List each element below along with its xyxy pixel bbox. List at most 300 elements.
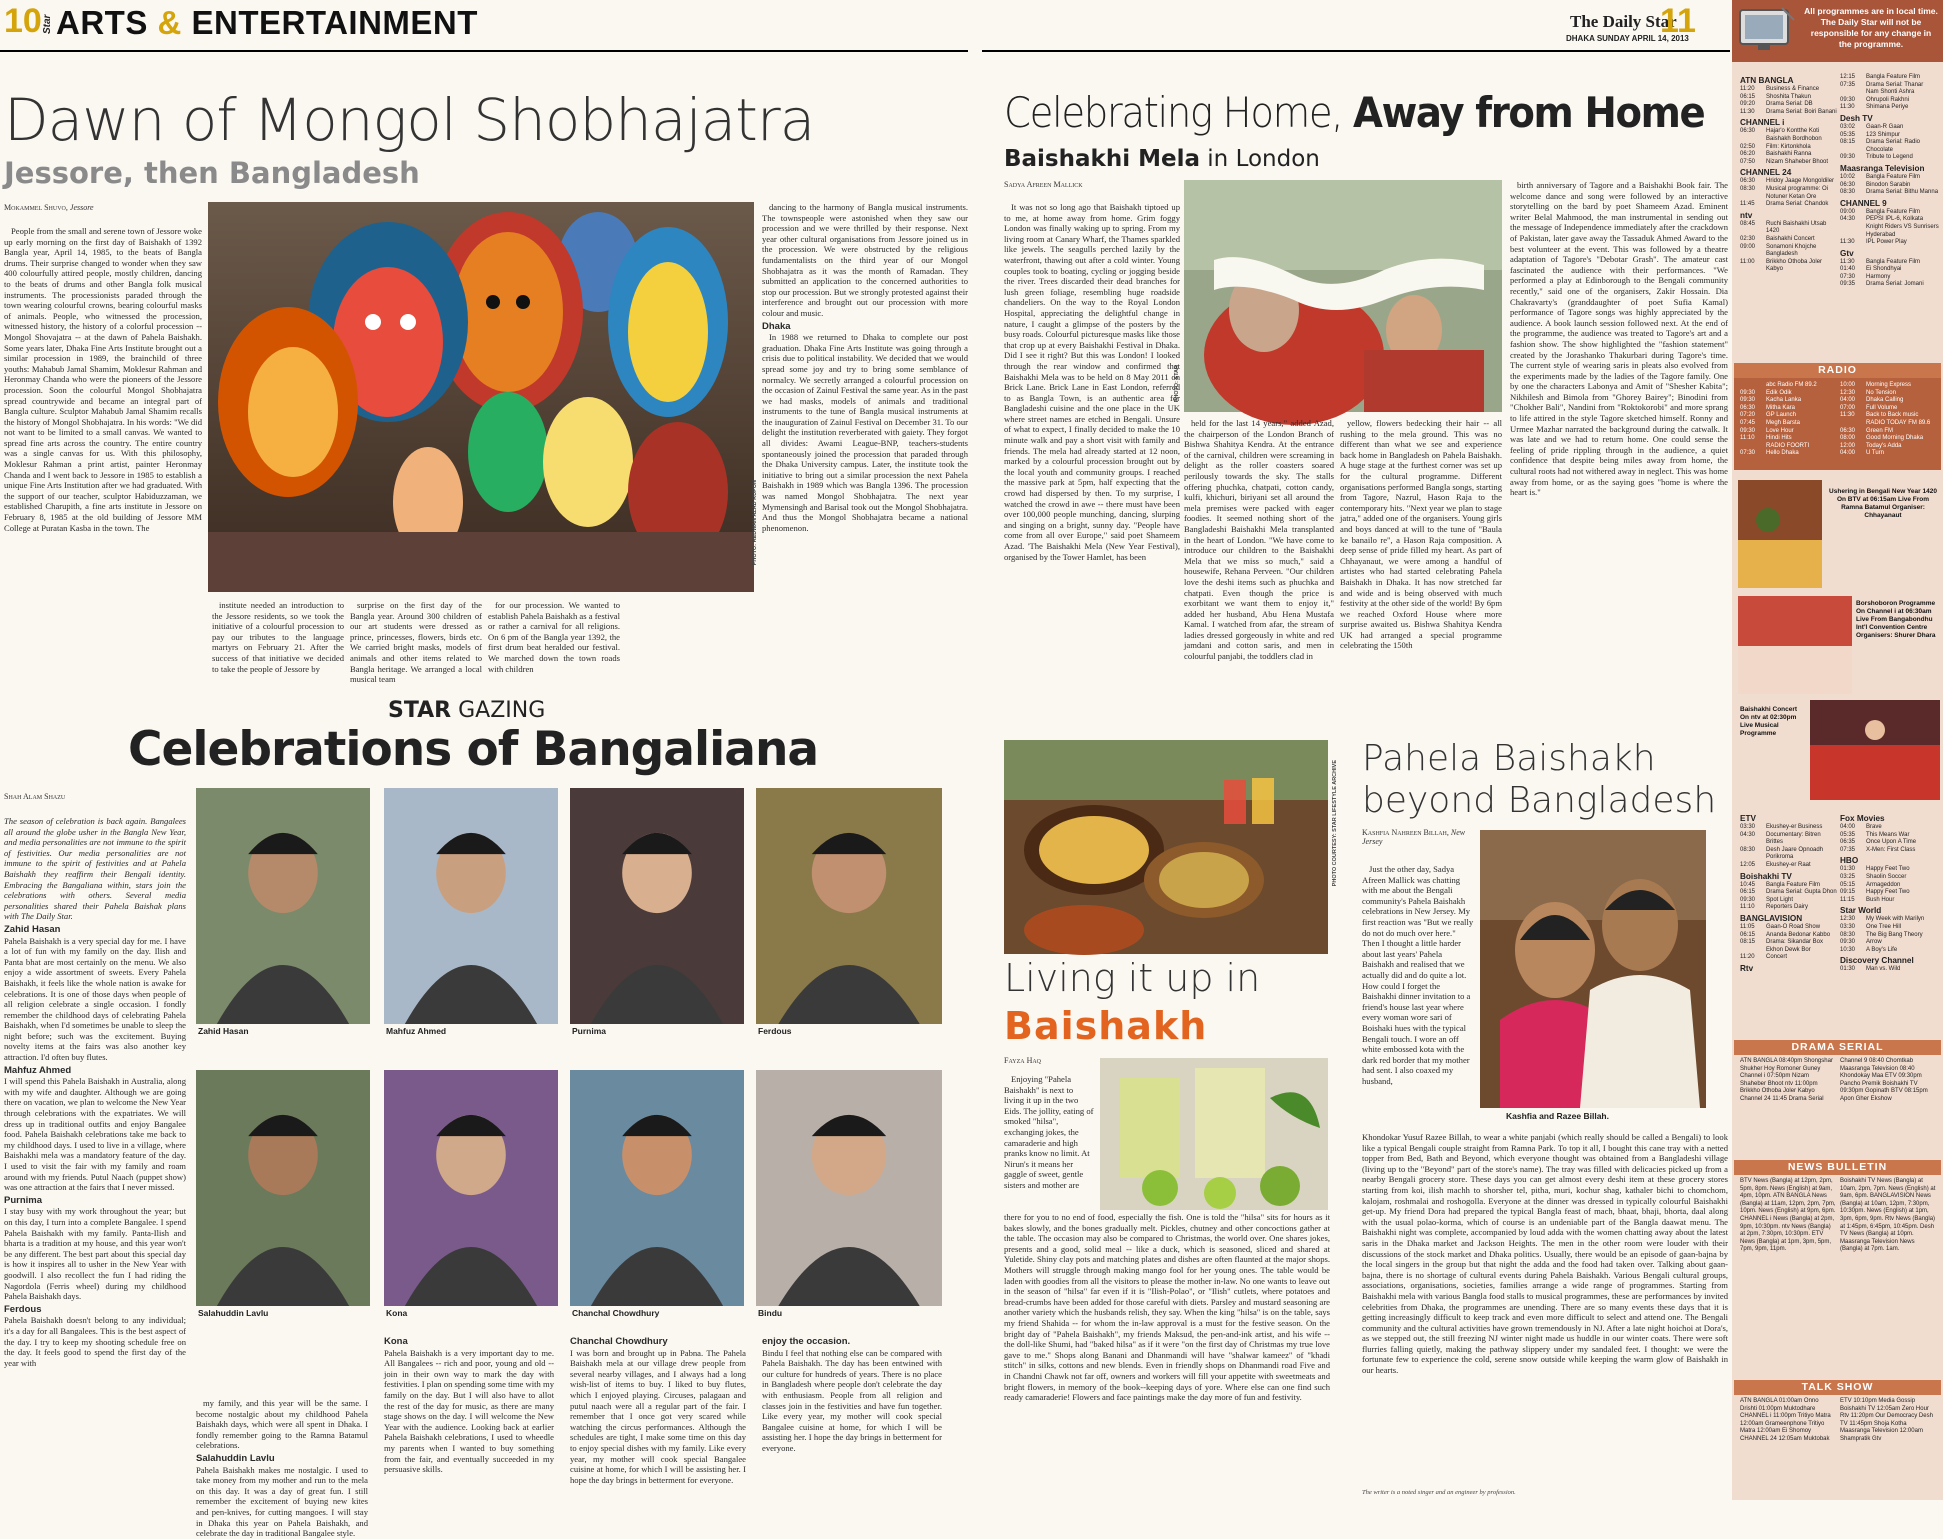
tv-notice: All programmes are in local time. The Daily Star will not be responsible for any change in the programme. [1804,6,1938,49]
programme-time: 12:30 [1840,389,1856,396]
article1-text-6: In 1988 we returned to Dhaka to complete our post graduation. Dhaka Fine Arts Institute was going through a crisis due to political instability. We decided that we would spread some joy and try to bring some semblance of normalcy. We secretly arranged a colourful procession on the occasion of Zainul Festival the same year. As in the past we had masks, models of animals and traditional instruments to the tune of Bangla musical instruments at the inauguration of Zainul Festival on December 31. To our delight the institution reverberated with gaiety. They forgot all divides: Awami League-BNP, teachers-students spontaneously joined the procession that paraded through the Dhaka University campus. Later, the institute took the initiative to bring out a similar procession the next Pahela Baishakh in 1989 which was Bangla 1396. The procession was named Mongol Shobhajatra. The next year Mymensingh and Barisal took out the Mongol Shobhajatra. And thus the Mongol Shobhajatra became a national phenomenon. [762,332,968,533]
channel-name: ATN BANGLA [1740,76,1794,85]
programme-row [1840,435,1938,443]
programme-row [1840,932,1940,940]
article1-text-5: dancing to the harmony of Bangla musical instruments. The townspeople were astonished when they saw our procession and we were thrilled by their response. Next year other cultural organisations from Jessore joined us in the procession. We were obstructed by the religious fundamentalists on the third year of our Mongol Shobhajatra as it was the month of Ramadan. They submitted an application to the concerned authorities to stop our procession. But we strongly protested against their interference and brought out our procession with more colour and music. [762,202,968,318]
programme-title: Drama Serial: Jomani [1866,281,1924,288]
programme-row [1840,832,1940,840]
masthead: The Daily Star [1570,12,1677,31]
tv-icon [1738,6,1796,52]
programme-time: 12:15 [1840,74,1856,80]
programme-time: 04:30 [1740,831,1756,838]
article3-text-3 [384,1337,554,1475]
programme-row [1740,932,1838,940]
drama-header: DRAMA SERIAL [1734,1040,1941,1055]
portrait-caption: Zahid Hasan [198,1026,249,1036]
programme-time: 11:10 [1740,435,1755,442]
channel-name: Boishakhi TV [1740,871,1792,881]
programme-row [1740,412,1836,420]
programme-title: IPL Power Play [1866,239,1907,246]
programme-row [1740,109,1838,117]
talkshow-header: TALK SHOW [1734,1380,1941,1395]
programme-row [1840,405,1938,413]
profile-name: Purnima [4,1194,43,1206]
programme-title: Desh Jaare Opnoadh Porikroma [1766,846,1824,861]
programme-time: 09:30 [1840,154,1856,161]
article3-kicker-star: STAR [388,698,452,723]
programme-row [1840,847,1940,855]
section-arts: ARTS [56,4,148,41]
programme-time: 07:00 [1840,404,1856,411]
programme-title: Hridoy Jaage Mongoldiler [1766,178,1835,185]
programme-time: 11:05 [1740,923,1755,930]
byline-name: Mokammel Shuvo, [4,203,68,212]
programme-time: 11:30 [1840,239,1855,246]
portrait-mahfuz-ahmed [384,788,558,1024]
programme-time: 09:30 [1740,896,1756,903]
article2-text-1: It was not so long ago that Baishakh tiptoed up to me, at home away from home. Grim foggy London was finally waking up to spring. From my living room at Canary Wharf, the Thames sparkled like jewels. The seagulls perched lazily by the waterfront, thawing out after a cold winter. Young couples took to boating, cycling or jogging beside the river. Trees discarded their dead branches for lush green foliage, resembling huge roadside chandeliers. On the way to the Royal London Hospital, appreciating the delightful change in nature, I caught a glimpse of the posters by the busy roads. Colourful picturesque masks like those that crop up at every Baishakhi Festival in Dhaka. Did I see it right? But this was London! I looked through the rear window and confirmed that Baishakhi Mela was to be held on 8 May 2011 on Brick Lane. Brick Lane in East London, referred to as Bangla Town, is an authentic area for Bangladeshi cuisine and the one place in the UK where street names are etched in Bengali. Unsure of what to expect, I finally decided to make the 10 minute walk and pay a short visit with family and friends. The mela had already started at 12 noon, marked by a colourful procession brought out by the local youth and community groups. I reached the massive park at 5pm, half expecting that the crowd had dispersed by then. To my surprise, I watched the crowd in awe -- there must have been over 100,000 people munching, dancing, slurping and singing on a bright, sunny day. "People have come from all over Europe," said poet Shameem Azad. 'The Baishakhi Mela (New Year Festival), organised by the Tower Hamlet, has been [1004,202,1180,562]
programme-title: Arrow [1866,939,1882,946]
programme-title: Drama Serial: DB [1766,101,1813,108]
programme-title: Gaan-R Gaan [1866,123,1904,130]
programme-time: 09:30 [1840,939,1856,946]
promo-text-3: Baishakhi Concert On ntv at 02:30pm Live Musical Programme [1740,706,1798,737]
header-rule-left [0,50,968,52]
programme-time: 09:30 [1740,397,1756,404]
programme-time [1840,89,1866,97]
programme-row [1840,281,1940,289]
programme-title: Love Hour [1766,427,1794,434]
article4-byline: Fayza Haq [1004,1056,1042,1065]
programme-time: 11:45 [1740,201,1755,208]
programme-title: Shoshita Thakun [1766,93,1811,100]
portrait-caption: Mahfuz Ahmed [386,1026,447,1036]
programme-row [1740,897,1838,905]
programme-title: Happy Feet Two [1866,866,1910,873]
article4-title-a: Living it up in [1004,956,1261,1000]
programme-time [1740,443,1766,451]
article2-subtitle [1004,146,1320,172]
portrait-salahuddin-lavlu [196,1070,370,1306]
article2-col2 [1184,418,1334,702]
programme-title: Sonamoni Khojche Bangladesh [1766,243,1817,258]
article4-text-1: Enjoying "Pahela Baishakh" is next to living it up in the two Eids. The jollity, eating of smoked "hilsa", exchanging jokes, the camaraderie and high pranks know no limit. At Nirun's it means her gaggle of sweet, gentle sisters and mother are [1004,1074,1094,1190]
talkshow-list-2: ETV 10:10pm Media Gossip Boishakhi TV 12:05am Zero Hour Rtv 11:20pm Our Democracy Desh TV 11:45pm Shoja Kotha Maasranga Television 12:00am Shampratik Gtv [1840,1398,1933,1442]
portrait-chanchal-chowdhury [570,1070,744,1306]
profile-name: Kona [384,1336,408,1347]
programme-title: Hello Dhaka [1766,450,1799,457]
programme-time [1840,420,1866,428]
programme-title: Full Volume [1866,404,1898,411]
programme-title: Documentary: Bitren Brittes [1766,831,1821,846]
article1-title: Dawn of Mongol Shobhajatra [4,86,815,154]
radio-header: RADIO [1734,363,1941,378]
programme-time: 11:20 [1740,954,1755,961]
tv-listing-block2 [1840,74,1940,289]
article4-text-2: there for you to no end of food, especially the fish. One is told the "hilsa" sits for hours as it bakes slowly, and the bones gradually melt. Pickles, chutney and other concoctions gather at the table. The occasion may also be compared to Christmas, the world over. One shares jokes, presents and a good, solid meal -- like a duck, which is seasoned, sliced and shared at Yuletide. Shiny clay pots and matching plates and dishes are often flaunted at the major shops. Mothers will struggle through making mango fool for her young ones. The table would be laden with goodies from all the visitors to please the mother in-law. No one wants to leave out in the season of "hilsa" far even if it is "Ilish-Polao", or "Ilish" cutlets, where potatoes and bread-crumbs have been added for those careful with diets. Parsley and mustard seasoning are another variety which the husbands relish, they say. When the king "hilsa" is on the table, says my friend Shahida -- for whom the in-law approval is a must for the festive season. On the bright day of "Pahela Baishakh", my friends Maksud, the pen-and-ink artist, and his wife -- the doll-like Shumi, had "baked hilsa" as if it were "on the first day of Christmas my true love gave to me." Shops along Banani and Dhanmandi will have "shalwar kameez" of "khadi stitch" in silks, cottons and new blends. Even in friendly shops on Dhanmandi road Five and in Chandni Chawk not far off, owners and workers will fill your appetite with sweetmeats and bright flowers, in memory of the book--keeping days of yore. Where else can one find such ready camaraderie! Flowers and face paintings make the day more of fun and festivity. [1004,1212,1330,1403]
programme-row [1840,132,1940,140]
article4-photo-food [1004,740,1328,954]
article1-subtitle: Jessore, then Bangladesh [4,156,420,190]
programme-row [1840,839,1940,847]
profile-text: Pahela Baishakh makes me nostalgic. I used to take money from my mother and run to the mela on this day. It was a day of great fun. I still remember the excitement of buying new kites and pen-knives, for cutting mangoes. I will stay in Dhaka this year on Pahela Baishakh, and celebrate the day in traditional Bangalee style. [196,1464,368,1539]
profile-name: Zahid Hasan [4,923,61,935]
channel-name: Discovery Channel [1840,956,1914,966]
programme-time: 06:15 [1740,93,1756,100]
programme-time: 08:30 [1840,931,1856,938]
article3-byline: Shah Alam Shazu [4,792,66,801]
article2-col1 [1004,202,1180,702]
programme-row [1840,966,1940,974]
programme-title: Drama Serial: Gupta Dhon [1766,889,1837,896]
programme-row [1740,832,1838,847]
portrait-caption: Purnima [572,1026,607,1036]
article3-title: Celebrations of Bangaliana [128,722,819,777]
programme-time: 08:00 [1840,435,1856,442]
programme-title: Dhaka Calling [1866,397,1904,404]
promo-text-2: Borshoboron Programme On Channel i at 06:30am Live From Bangabondhu Int'l Convention Centre Organisers: Shurer Dhara [1856,600,1936,639]
programme-time: 11:20 [1740,86,1755,92]
programme-time: 11:00 [1740,258,1755,265]
article2-photo-credit: PHOTO: STAR [1174,365,1180,403]
programme-time: 06:30 [1740,404,1756,411]
programme-row [1740,186,1838,201]
channel-name: CHANNEL 9 [1840,198,1887,208]
article5-title-a: Pahela Baishakh [1362,738,1656,779]
talkshow-list-1: ATN BANGLA 01:00am Onno Drishti 01:00pm Muktodhare CHANNEL i 11:00pm Tritiyo Matra 12:00am Grameenphone Tritiyo Matra 12:00am Ei Shomoy CHANNEL 24 12:05am Muktobak [1740,1398,1831,1442]
star-mark: Star [42,14,53,34]
programme-title: RADIO TODAY FM 89.6 [1866,419,1931,426]
programme-title: Shaolin Soccer [1866,873,1907,880]
programme-row [1840,420,1938,428]
article5-body [1362,1132,1728,1484]
programme-row [1840,216,1940,239]
section-entertainment: ENTERTAINMENT [191,4,478,41]
programme-title: Spot Light [1766,896,1794,903]
promo-photo-ramna [1738,480,1822,588]
programme-time: 07:30 [1840,273,1856,280]
programme-title: Harmony [1866,273,1891,280]
programme-time: 06:20 [1740,151,1756,158]
article3-text-5 [762,1337,942,1454]
channel-name: Maasranga Television [1840,163,1925,173]
portrait-caption: Ferdous [758,1026,792,1036]
programme-row [1840,428,1938,436]
programme-time: 05:15 [1840,881,1856,888]
article1-text-4: for our procession. We wanted to establish Pahela Baishakh as a festival or rather a carnival for all religions. On 6 pm of the Bangla year 1392, the first drum beat heralded our festival. We marched down the town roads with children [488,600,620,674]
programme-title: Hindi Hits [1766,435,1792,442]
programme-title: Drama Serial: Bithu Manna [1866,189,1939,196]
article2-photo-flowers [1184,180,1502,412]
programme-row [1840,189,1940,197]
channel-name: BANGLAVISION [1740,913,1803,923]
programme-time: 06:15 [1740,889,1756,896]
channel-name: Desh TV [1840,113,1873,123]
programme-row [1740,151,1838,159]
programme-row [1740,450,1836,458]
article1-photo-credit: PHOTO: REDWAN AZAD RUPON [752,480,758,566]
programme-row [1840,139,1940,154]
news-header: NEWS BULLETIN [1734,1160,1941,1175]
programme-title: Back to Back music [1866,412,1919,419]
article2-text-3: yellow, flowers bedecking their hair -- all rushing to the mela ground. This was no different than what we see and experience back home in Bangladesh on Pahela Baishakh. A huge stage at the furthest corner was set up for the cultural programme. Different organisations performed Bangla songs, starting from Tagore, Nazrul, Hason Raja to the contemporary hits. "Next year we plan to stage jatra," added one of the organisers. Young girls and boys danced at will to the tune of "Baula ke banailo re", a Hason Raja composition. A deep sense of pride filled my heart. As part of Chhayanaut, we were among a handful of artistes who had started celebrating Pahela Baishakh in Dhaka. It has now stretched far and wide and is being observed with much festivity at the other side of the world! By 6pm we reached Oxford House where more surprise awaited us. Bishwa Shahitya Kendra UK had arranged a special programme celebrating the 150th [1340,418,1502,651]
article1-col2 [212,600,344,672]
portrait-caption: Salahuddin Lavlu [198,1308,269,1318]
tv-listing-block1 [1740,74,1838,274]
programme-title: PEPSI IPL-6, Kolkata Knight Riders VS Sunrisers Hyderabad [1866,216,1939,238]
profile-name: enjoy the occasion. [762,1336,851,1347]
programme-title: Good Morning Dhaka [1866,435,1924,442]
article5-byline-name: Kashfia Nahreen Billah, [1362,828,1449,837]
programme-title: Ruchi Baishakhi Utsab 1420 [1766,220,1827,235]
header-rule-right [982,50,1730,52]
programme-title: Man vs. Wild [1866,966,1901,973]
programme-row [1840,239,1940,247]
programme-row [1740,201,1838,209]
programme-title: Reporters Dairy [1766,904,1809,911]
article2-text-2: held for the last 14 years," added Azad, the chairperson of the London Branch of Bishwa Shahitya Kendra. At the entrance of the carnival, children were screaming in delight as the roller coasters soared perilously towards the sky. The stalls offering phuchka, chatpati, cotton candy, kulfi, khichuri, biriyani set all around the mela premises were packed with eager foodies. It seemed nothing short of the Bangladeshi Baishakhi Mela transplanted in the heart of London. "We have come to introduce our children to the Baishakhi Mela that we miss so much," said a housewife, Rehana Perveen. "Our children love the deshi items such as phuchka and chatpati. Even though the price is exorbitant we want them to enjoy it," added her husband, Abu Hena Mustafa Kamal. I watched from afar, the stream of ladies dressed gorgeously in white and red jamdani and cotton saris, and men in colourful panjabi, the toddlers clad in [1184,418,1334,662]
article3-text-4 [570,1337,746,1485]
programme-title: Green FM [1866,427,1894,434]
programme-title: GP Launch [1766,412,1796,419]
programme-row [1740,904,1838,912]
article3-col2 [196,1398,368,1539]
programme-row [1740,236,1838,244]
article5-byline [1362,828,1482,846]
programme-time: 03:30 [1840,923,1856,930]
programme-row [1740,159,1838,167]
article3-text-1 [4,925,186,1368]
programme-row [1740,390,1836,398]
programme-row [1740,259,1838,274]
article3-kicker-gazing: GAZING [458,698,546,723]
profile-text: I will spend this Pahela Baishakh in Australia, along with my wife and daughter. Although we are going there on vacation, we plan to welcome the New Year through celebrations with the expatriates. We will dress up in traditional outfits and enjoy Bangalee food. Pahela Baishakh celebrations take me back to my childhood days. I used to live in a village, where Baishakhi mela was a mandatory feature of the day. I used to visit the fair with my family and roam around with my friends. Putul Naach (puppet show) was one attraction at the fairs that I never missed. [4,1076,186,1193]
programme-time: 07:20 [1740,412,1756,419]
article3-col4 [570,1334,746,1500]
programme-time: 09:00 [1840,208,1856,215]
programme-title: Binodon Sarabin [1866,181,1911,188]
programme-title: Kacha Lanka [1766,397,1802,404]
tv-listing-block4 [1840,812,1940,974]
programme-title: Bangla Feature Film [1766,881,1821,888]
channel-name: Rtv [1740,963,1754,973]
programme-time: 07:35 [1840,846,1856,853]
programme-time: 08:30 [1740,846,1756,853]
programme-row [1840,74,1940,82]
portrait-caption: Chanchal Chowdhury [572,1308,660,1318]
programme-row [1840,89,1940,97]
programme-row [1840,939,1940,947]
article4-photo-drinks [1100,1058,1328,1210]
programme-row [1740,428,1836,436]
programme-time [1740,382,1766,390]
article1-text-3: surprise on the first day of the Bangla year. Around 300 children of our art students were dressed as prince, princesses, flowers, birds etc. We carried bright masks, models of animals and other items related to Bangla heritage. We arranged a local musical team [350,600,482,685]
profile-name: Chanchal Chowdhury [570,1336,668,1347]
drama-list-2: Channel 9 08:40 Chomtkab Maasranga Television 08:40 Khondokay Maa ETV 09:30pm Pancho Premik Boishakhi TV 09:30pm Gopinath BTV 08:15pm Apon Gher Ekshow [1840,1058,1928,1102]
portrait-ferdous [756,788,942,1024]
programme-time: 08:30 [1840,189,1856,196]
article4-title-b: Baishakh [1004,1004,1208,1048]
channel-name: Fox Movies [1840,814,1885,823]
portrait-zahid-hasan [196,788,370,1024]
programme-time: 04:00 [1840,397,1856,404]
article5-title-b: beyond Bangladesh [1362,780,1717,821]
programme-title: Morning Express [1866,382,1912,388]
programme-time: 08:45 [1740,220,1756,227]
programme-title: Bangla Feature Film [1866,173,1921,180]
profile-name: Salahuddin Lavlu [196,1452,275,1464]
programme-row [1840,182,1940,190]
profile-text: Pahela Baishakh is a very important day to me. All Bangalees -- rich and poor, young and old -- join in their own way to mark the day with festivities. I plan on spending some time with my family on the day. But I will also have to allot the rest of the day for music, as there are many stage shows on the day. I will welcome the New Year with the audience. Looking back at earlier Pahela Baishakh celebrations, I used to wheedle my parents when I wanted to buy something from the fair, and eventually succeeded in my persuasive skills. [384,1347,554,1475]
programme-title: Gaan-O Road Show [1766,923,1821,930]
programme-time: 02:50 [1740,143,1756,150]
programme-time: 06:30 [1740,178,1756,185]
programme-title: U Turn [1866,450,1885,457]
programme-title: Brikkho Othoba Joler Kabyo [1766,258,1823,273]
programme-time: 07:50 [1740,158,1756,165]
radio-list-2 [1840,382,1938,458]
article5-photo-couple [1480,830,1706,1108]
programme-time: 06:30 [1840,427,1856,434]
article5-col1 [1362,864,1474,1160]
programme-time: 11:15 [1840,896,1855,903]
article3-intro: The season of celebration is back again. Bangalees all around the globe usher in the Bangla New Year, and media personalities are not immune to the spirit of festivities. Our media personalities are not immune to the spirit of festivities and at Pahela Baishakh they reaffirm their Bengali identity. Embracing the Bangaliana within, stars join the celebrations with others. Several media personalities shared their Pahela Baishak plans with The Daily Star. [4,816,186,922]
programme-row [1840,412,1938,420]
programme-time: 11:30 [1840,258,1855,265]
programme-row [1840,897,1940,905]
programme-time: 09:30 [1840,96,1856,103]
channel-name: CHANNEL 24 [1740,168,1792,178]
programme-title: Hajar'o Kontthe Koti Baishakh Bordhobon [1766,128,1822,142]
page-number-right: 11 [1660,2,1696,40]
programme-time: 06:30 [1740,128,1756,135]
programme-title: Nam Shonti Ashra [1866,89,1915,96]
programme-row [1740,420,1836,428]
programme-title: Bangla Feature Film [1866,74,1921,80]
programme-time: 03:30 [1740,824,1756,830]
programme-title: Baishakhi Ranna [1766,151,1812,158]
programme-row [1740,924,1838,932]
programme-title: Brave [1866,824,1882,830]
programme-time: 12:05 [1740,861,1756,868]
portrait-caption: Kona [386,1308,408,1318]
programme-time: 08:15 [1740,939,1756,946]
programme-time: 10:02 [1840,173,1856,180]
promo-photo-borshoboron [1738,596,1852,694]
article2-subtitle-b: in London [1207,146,1320,172]
programme-row [1840,889,1940,897]
programme-time: 10:00 [1840,382,1856,388]
programme-time: 04:00 [1840,450,1856,457]
programme-time: 06:30 [1840,181,1856,188]
programme-time: 11:30 [1740,108,1755,115]
article5-text-1: Just the other day, Sadya Afreen Mallick was chatting with me about the Bengali community's Pahela Baishakh celebrations in New Jersey. My first reaction was "But we really do not do much over here." Then I thought a little harder about last years' Pahela Baishakh and realised that we actually did and do quite a lot. How could I forget the Baishakhi dinner invitation to a friend's house last year where every woman wore sari of Boishaki hues with the typical Bengali touch. I wore an off white embossed kota with the dark red border that my mother had sent. I also coaxed my husband, [1362,864,1474,1086]
programme-time: 09:15 [1840,889,1856,896]
programme-time: 06:35 [1840,839,1856,846]
programme-title: Armageddon [1866,881,1901,888]
programme-row [1740,244,1838,259]
programme-row [1840,154,1940,162]
programme-time: 10:30 [1840,946,1856,953]
article5-footnote: The writer is a noted singer and an engineer by profession. [1362,1489,1516,1496]
portrait-purnima [570,788,744,1024]
profile-text: I stay busy with my work throughout the year; but on this day, I turn into a complete Bangalee. I spend Pahela Baishakh with my family. Panta-Ilish and bharta is a tradition at my house, and this year won't be any different. The best part about this special day is how it inspires all to usher in the New Year with goodwill. I also recollect the fun I had riding the Nagordola (Ferris wheel) during my childhood Pahela Baishakh days. [4,1206,186,1302]
profile-text: I feel that nothing else can be compared with Pahela Baishakh. The day has been entwined with our culture for hundreds of years. There is no place in Bangladesh where people don't celebrate the day with enthusiasm. People from all religion and classes join in the festivities and have fun together. Like every year, my mother will cook special Bangalee cuisine at home, for which I will be assisting her. I hope the day brings in betterment for everyone. [762,1347,942,1453]
programme-time: 11:30 [1840,104,1855,111]
section-amp: & [157,4,182,41]
programme-title: 123 Shimpur [1866,131,1901,138]
article2-col3 [1340,418,1502,702]
programme-time: 12:00 [1840,442,1856,449]
programme-row [1740,847,1838,862]
programme-title: Shimana Periye [1866,104,1909,111]
programme-title: Ekushey-er Raat [1766,861,1811,868]
article1-subhead-dhaka: Dhaka [762,320,791,332]
channel-name: Star World [1840,906,1882,916]
programme-row [1840,124,1940,132]
article3-col5 [762,1334,942,1500]
programme-title: Drama Serial: Radio Chocolate [1866,139,1921,153]
programme-row [1840,97,1940,105]
programme-row [1740,939,1838,954]
programme-title: Ohrupoli Rakhni [1866,96,1910,103]
portrait-caption: Bindu [758,1308,783,1318]
programme-title: RADIO FOORTI [1766,442,1810,449]
channel-name: HBO [1840,856,1859,866]
programme-row [1740,435,1836,443]
programme-time: 09:35 [1840,281,1856,288]
article1-col5 [762,202,968,672]
programme-row [1740,443,1836,451]
programme-time: 09:30 [1740,389,1756,396]
article2-subtitle-a: Baishakhi Mela [1004,146,1200,172]
programme-row [1740,86,1838,94]
programme-time: 10:45 [1740,881,1756,888]
programme-row [1840,390,1938,398]
dateline: DHAKA SUNDAY APRIL 14, 2013 [1566,34,1689,43]
channel-name: Gtv [1840,248,1854,258]
article2-title [1004,88,1704,137]
programme-title: Drama Serial: Chandok [1766,201,1829,208]
programme-time: 04:00 [1840,824,1856,830]
programme-title: Drama Serial: Boiri Banani [1766,108,1837,115]
portrait-kona [384,1070,558,1306]
news-list-1: BTV News (Bangla) at 12pm, 2pm, 5pm, 8pm. News (English) at 9am, 4pm, 10pm. ATN BANGLA News (Bangla) at 11am, 12pm, 2pm, 7pm, 10pm. News (English) at 9pm, 6pm. CHANNEL i News (Bangla) at 2pm, 9pm, 10:30pm. ntv News (Bangla) at 2pm, 7:30pm, 10:30pm. ETV News (Bangla) at 1pm, 3pm, 5pm, 7pm, 9pm, 11pm. [1740,1178,1836,1253]
programme-title: X-Men: First Class [1866,846,1916,853]
article2-title-b: Away from Home [1353,88,1705,137]
programme-time: 09:00 [1740,243,1756,250]
article4-body [1004,1212,1330,1500]
programme-row [1740,94,1838,102]
programme-row [1740,221,1838,236]
programme-title: Concert [1766,954,1788,961]
programme-row [1740,397,1836,405]
programme-row [1840,174,1940,182]
programme-time: 08:30 [1740,185,1756,192]
programme-row [1840,924,1940,932]
profile-text: my family, and this year will be the same. I become nostalgic about my childhood Pahela Baishakh days, which were all spent in Dhaka. I fondly remember going to the Ramna Batamul celebrations. [196,1398,368,1451]
article2-col4 [1510,180,1728,702]
profile-name: Mahfuz Ahmed [4,1064,72,1076]
article1-text-2: institute needed an introduction to the Jessore residents, so we took the initiative of a colourful procession to pay our tributes to the language martyrs on February 21. After the success of that initiative we decided to take the people of Jessore by [212,600,344,674]
article2-text-4: birth anniversary of Tagore and a Baishakhi Book fair. The welcome dance and song were followed by an interactive storytelling on the bard by poet Shameem Azad. Eminent writer Belal Mahmood, the man instrumental in sending out the message of Independence immediately after the crackdown of Pakistan, later gave away the Tassaduk Ahmed Award to the best volunteer at the event. This was followed by a theatre adaptation of Tagore's "Debotar Grash". The amateur cast fascinated the audience with their performances. "We performed a play at Edinborough to the Bengali community recently," said one of the organisers, Zakir Hossain. Dia Chakravarty's (granddaughter of poet Sufia Kamal) performance of Tagore songs was highly appreciated by the audience. A book launch session followed next. At the end of the programme, the audience was treated to Tagore's art and a fashion show. The show highlighted the "fashion statement" created by the Jorashanko Thakurbari during Tagore's time. The current style of wearing saris in pleats also evolved from the experiments made by the ladies of the Tagore family. One by one the characters Labonya and Amit of "Shesher Kabita"; Nikhilesh and Bimola from "Ghorey Bairey"; Binodini from "Chokher Bali", Nandini from "Roktokorobi" and more sprang to life attired in the style Tagore sketched himself. Ronny and Urmee Mazhar narrated the background during the catwalk. It was late and we had to return home. One could sense the feeling of pride rippling through in the audience, a quiet confidence that despite being miles away from home, the cultural roots had not withered away in neglect. This was home away from home, or as the saying goes "home is where the heart is." [1510,180,1728,498]
programme-row [1740,144,1838,152]
programme-time: 11:10 [1740,904,1755,911]
programme-time: 07:45 [1740,419,1756,426]
programme-row [1740,382,1836,390]
programme-title: Nizam Shaheber Bhoot [1766,158,1829,165]
programme-time: 11:30 [1840,412,1855,419]
